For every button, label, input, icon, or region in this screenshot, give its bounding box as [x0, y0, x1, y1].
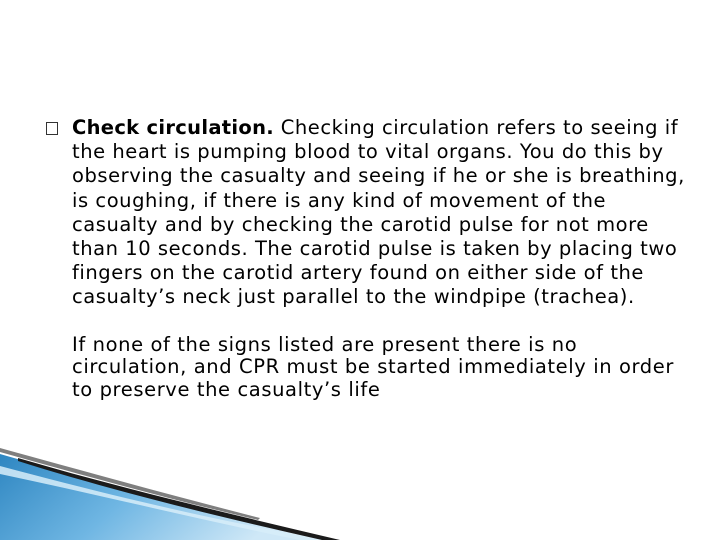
bullet-item [46, 116, 696, 310]
decorative-swoosh [0, 440, 720, 540]
bullet-marker-icon [46, 122, 58, 135]
bullet-text: Checking circulation refers to seeing if the heart is pumping blood to vital organs. You do this by observing the casualty and seeing if he or she is breathing, is coughing, if there is any kind of movement of the casualty and by checking the carotid pulse for not more than 10 seconds. The carotid pulse is taken by placing two fingers on the carotid artery found on either side of the casualty’s neck just parallel to the windpipe (trachea). [72, 116, 685, 309]
slide-content [46, 116, 696, 421]
follow-up-paragraph: If none of the signs listed are present there is no circulation, and CPR must be started immediately in order to preserve the casualty’s life [72, 332, 674, 401]
bullet-lead: Check circulation. [72, 116, 274, 139]
